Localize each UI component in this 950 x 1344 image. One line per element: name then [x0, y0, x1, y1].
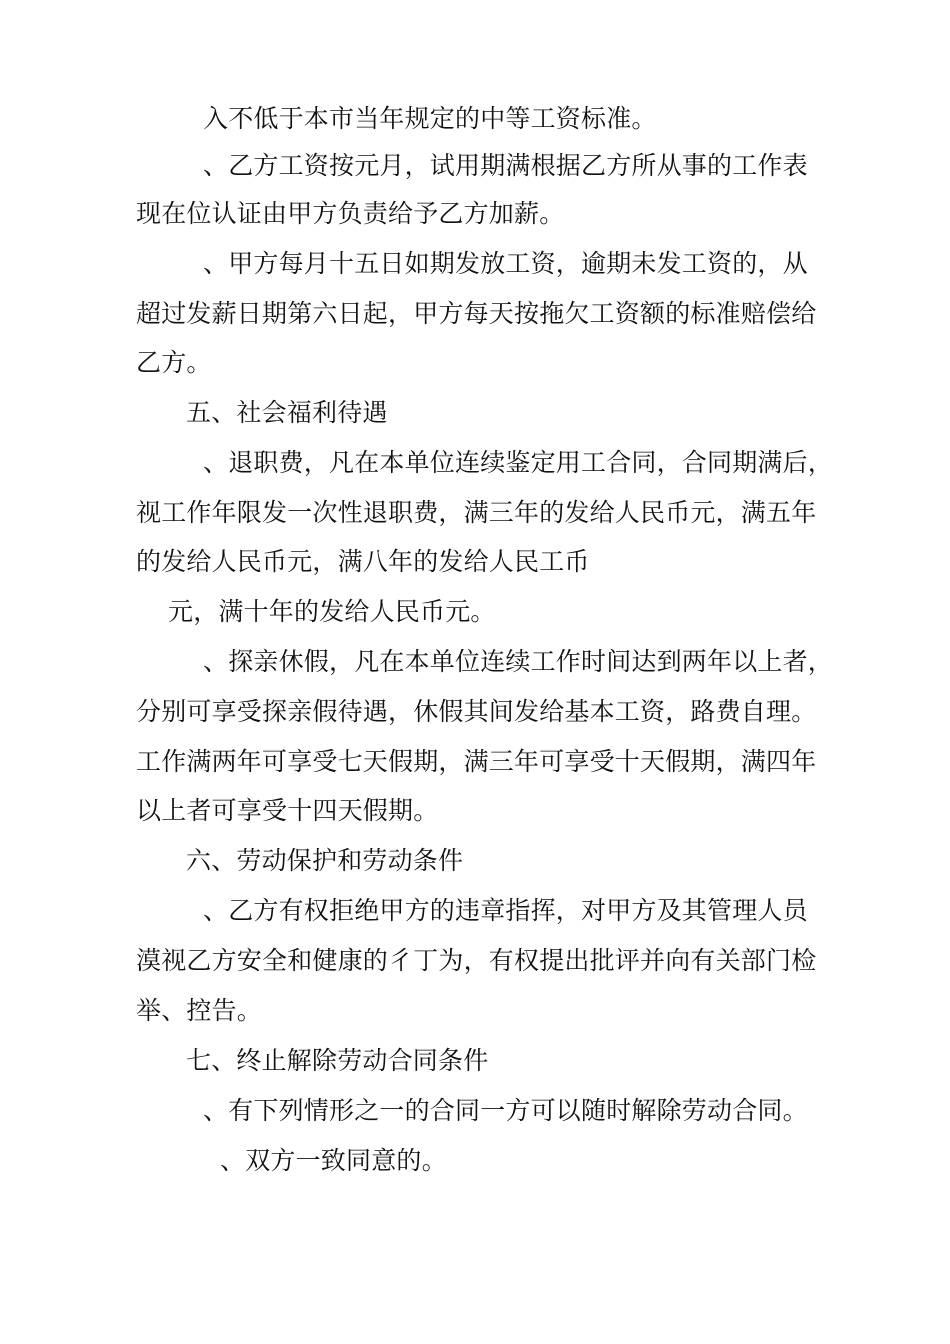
paragraph-line: 、有下列情形之一的合同一方可以随时解除劳动合同。: [203, 1096, 808, 1125]
paragraph-line: 元，满十年的发给人民币元。: [168, 597, 496, 626]
paragraph-line: 、双方一致同意的。: [220, 1146, 447, 1175]
paragraph-line: 现在位认证由甲方负责给予乙方加薪。: [136, 199, 565, 228]
paragraph-line: 视工作年限发一次性退职费，满三年的发给人民币元，满五年: [136, 498, 817, 527]
paragraph-line: 漠视乙方安全和健康的彳丁为，有权提出批评并向有关部门检: [136, 946, 817, 975]
paragraph-line: 、乙方工资按元月，试用期满根据乙方所从事的工作表: [203, 151, 808, 180]
paragraph-line: 乙方。: [136, 348, 212, 377]
paragraph-line: 入不低于本市当年规定的中等工资标准。: [203, 104, 657, 133]
paragraph-line: 的发给人民币元，满八年的发给人民工币: [136, 547, 590, 576]
paragraph-line: 分别可享受探亲假待遇，休假其间发给基本工资，路费自理。: [136, 697, 817, 726]
section-heading: 七、终止解除劳动合同条件: [186, 1046, 489, 1075]
paragraph-line: 以上者可享受十四天假期。: [136, 796, 439, 825]
section-heading: 五、社会福利待遇: [186, 398, 388, 427]
paragraph-line: 、甲方每月十五日如期发放工资，逾期未发工资的，从: [203, 249, 808, 278]
paragraph-line: 超过发薪日期第六日起，甲方每天按拖欠工资额的标准赔偿给: [136, 299, 817, 328]
paragraph-line: 、退职费，凡在本单位连续鉴定用工合同，合同期满后，: [203, 448, 834, 477]
paragraph-line: 、乙方有权拒绝甲方的违章指挥，对甲方及其管理人员: [203, 896, 808, 925]
paragraph-line: 、探亲休假，凡在本单位连续工作时间达到两年以上者，: [203, 647, 834, 676]
section-heading: 六、劳动保护和劳动条件: [186, 846, 464, 875]
paragraph-line: 举、控告。: [136, 996, 263, 1025]
paragraph-line: 工作满两年可享受七天假期，满三年可享受十天假期，满四年: [136, 747, 817, 776]
